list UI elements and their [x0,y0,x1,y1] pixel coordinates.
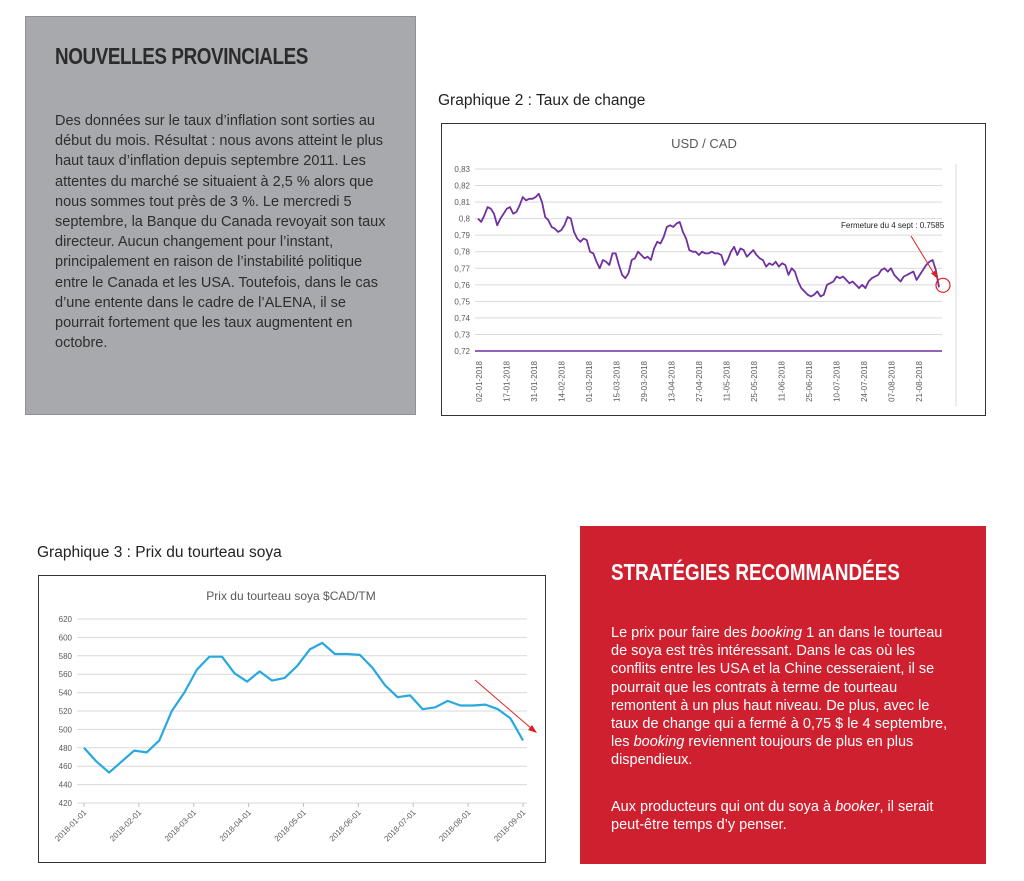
x-tick-label: 2018-07-01 [382,808,418,844]
chart3-caption: Graphique 3 : Prix du tourteau soya [37,544,282,561]
series-line [84,643,523,773]
x-tick-label: 14-02-2018 [557,361,567,402]
y-tick-label: 0,8 [458,214,470,224]
x-tick-label: 31-01-2018 [530,361,539,402]
text-span: Le prix pour faire des [611,625,752,641]
news-title: NOUVELLES PROVINCIALES [55,43,308,69]
y-tick-label: 0,75 [454,297,470,307]
text-span: Aux producteurs qui ont du soya à [611,799,836,815]
text-span: , il serait peut-être temps d’y penser. [611,799,934,834]
emphasis-booking: booking [751,625,803,641]
x-tick-label: 29-03-2018 [640,361,649,402]
y-tick-label: 0,72 [454,347,470,356]
annotation-label: Fermeture du 4 sept : 0.7585 [841,221,945,230]
x-tick-label: 2018-01-01 [53,808,89,844]
emphasis-booking: booking [633,734,685,751]
x-tick-label: 11-06-2018 [777,361,787,402]
y-tick-label: 0,77 [454,264,470,274]
usdcad-chart-frame [441,123,986,416]
emphasis-booker: booker [835,799,880,815]
x-tick-label: 17-01-2018 [502,361,512,402]
usdcad-chart [442,124,985,415]
text-span: 1 an dans le tourteau de soya est très intéressant. Dans le cas où les conflits entre les USA et la Chine cesseraient, il se pourrait que les contrats à terme de tourteau remontent à un plus haut niveau. De plus, avec le taux de change qui a fermé à 0,75 $ le 4 septembre, les [611,625,948,751]
x-tick-label: 15-03-2018 [612,361,622,402]
chart-title: Prix du tourteau soya $CAD/TM [206,589,376,603]
x-tick-label: 2018-02-01 [107,808,144,844]
y-tick-label: 0,81 [454,198,470,208]
x-tick-label: 2018-03-01 [162,808,199,844]
x-tick-label: 25-05-2018 [750,361,759,402]
y-tick-label: 0,73 [454,330,470,340]
chart-title: USD / CAD [671,136,737,151]
series-line [478,194,939,297]
soya-chart [39,576,545,862]
x-tick-label: 11-05-2018 [722,361,732,402]
y-tick-label: 0,82 [454,181,470,191]
y-tick-label: 480 [58,743,72,753]
x-tick-label: 24-07-2018 [860,361,869,402]
y-tick-label: 420 [58,799,72,808]
y-tick-label: 460 [58,762,72,772]
y-tick-label: 580 [58,651,72,661]
y-tick-label: 520 [58,707,72,716]
y-tick-label: 0,79 [454,231,470,241]
x-tick-label: 21-08-2018 [915,361,924,402]
x-tick-label: 2018-08-01 [437,808,473,844]
y-tick-label: 0,74 [454,313,470,323]
y-tick-label: 500 [58,725,72,735]
x-tick-label: 10-07-2018 [832,361,842,402]
strategies-title: STRATÉGIES RECOMMANDÉES [611,559,900,585]
strategies-panel [580,526,986,864]
x-tick-label: 2018-04-01 [217,808,254,844]
y-tick-label: 0,78 [454,247,470,257]
x-tick-label: 01-03-2018 [585,361,594,402]
y-tick-label: 540 [58,688,72,698]
soya-chart-frame [38,575,546,863]
x-tick-label: 13-04-2018 [667,361,677,402]
y-tick-label: 0,76 [454,280,470,290]
chart2-caption: Graphique 2 : Taux de change [438,92,646,109]
y-tick-label: 620 [58,615,72,624]
y-tick-label: 600 [58,633,72,643]
y-tick-label: 0,83 [454,165,470,174]
y-tick-label: 440 [58,780,72,790]
y-tick-label: 560 [58,670,72,680]
x-tick-label: 2018-05-01 [272,808,308,844]
x-tick-label: 2018-06-01 [327,808,363,844]
x-tick-label: 2018-09-01 [492,808,528,844]
news-body: Des données sur le taux d’inflation sont sorties au début du mois. Résultat : nous avons atteint le plus haut taux d’inflation depuis septembre 2011. Les attentes du marché se situaient à 2,5 % alors que nous sommes tout près de 3 %. Le mercredi 5 septembre, la Banque du Canada revoyait son taux directeur. Aucun changement pour l’instant, principalement en raison de l’instabilité politique entre le Canada et les USA. Toutefois, dans le cas d’une entente dans le cadre de l’ALENA, il se pourrait fortement que les taux augmentent en octobre. [55,113,386,352]
x-tick-label: 27-04-2018 [695,361,704,402]
x-tick-label: 02-01-2018 [475,361,484,402]
x-tick-label: 25-06-2018 [805,361,814,402]
strategies-paragraph-2 [611,798,956,834]
strategies-paragraph-1 [611,624,956,770]
x-tick-label: 07-08-2018 [887,361,897,402]
news-panel [25,16,416,415]
text-span: reviennent toujours de plus en plus dispendieux. [611,734,914,769]
